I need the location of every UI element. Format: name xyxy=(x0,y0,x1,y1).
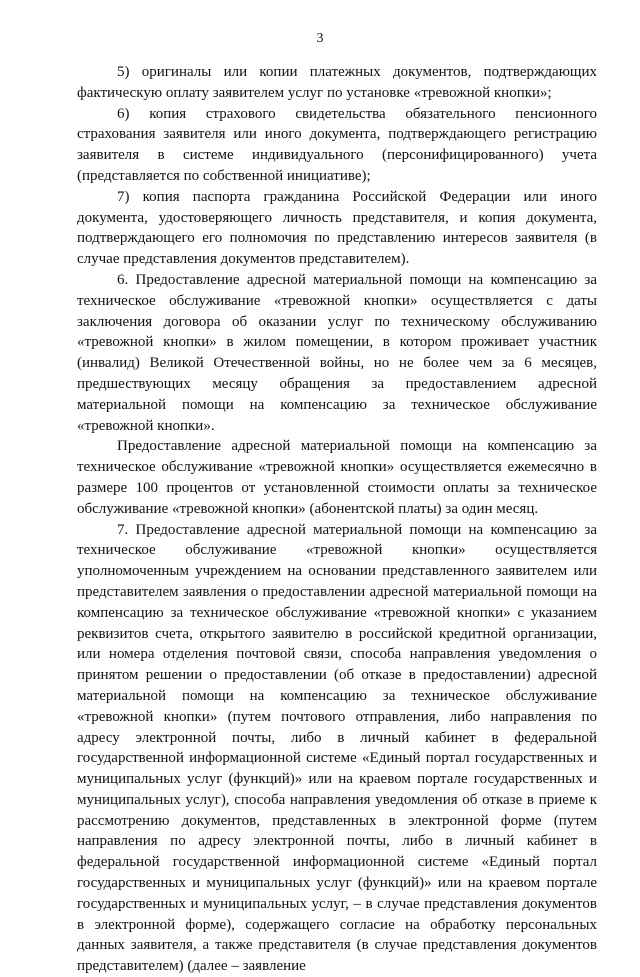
paragraph-section-6-continued: Предоставление адресной материальной помощи на компенсацию за техническое обслуживание «тревожной кнопки» осуществляется ежемесячно в размере 100 процентов от установленной стоимости оплаты за техническое обслуживание «тревожной кнопки» (абонентской платы) за один месяц. xyxy=(77,438,597,517)
paragraph-section-6: 6. Предоставление адресной материальной помощи на компенсацию за техническое обслуживание «тревожной кнопки» осуществляется с даты заключения договора об оказании услуг по техническому обслуживанию «тревожной кнопки» в жилом помещении, в котором проживает участник (инвалид) Великой Отечественной войны, но не более чем за 6 месяцев, предшествующих месяцу обращения за предоставлением адресной материальной помощи на компенсацию за техническое обслуживание «тревожной кнопки». xyxy=(77,271,597,434)
paragraph-section-7: 7. Предоставление адресной материальной помощи на компенсацию за техническое обслуживание «тревожной кнопки» осуществляется уполномоченным учреждением на основании представленного заявителем или представителем заявления о предоставлении адресной материальной помощи на компенсацию за техническое обслуживание «тревожной кнопки» с указанием реквизитов счета, открытого заявителю в российской кредитной организации, или номера отделения почтовой связи, способа направления уведомления о принятом решении о предоставлении (об отказе в предоставлении) адресной материальной помощи на компенсацию за техническое обслуживание «тревожной кнопки» (путем почтового отправления, либо направления по адресу электронной почты, либо в личный кабинет в федеральной государственной информационной системе «Единый портал государственных и муниципальных услуг (функций)» или на краевом портале государственных и муниципальных услуг), способа направления уведомления об отказе в приеме к рассмотрению документов, представленных в электронной форме (путем направления по адресу электронной почты, либо в личный кабинет в федеральной государственной информационной системе «Единый портал государственных и муниципальных услуг (функций)» или на краевом портале государственных и муниципальных услуг, – в случае представления документов в электронной форме), содержащего согласие на обработку персональных данных заявителя, а также представителя (в случае представления документов представителем) (далее – заявление xyxy=(77,521,597,975)
paragraph-item-5: 5) оригиналы или копии платежных документов, подтверждающих фактическую оплату заявителем услуг по установке «тревожной кнопки»; xyxy=(77,64,597,101)
document-body xyxy=(77,62,597,977)
paragraph-item-7: 7) копия паспорта гражданина Российской Федерации или иного документа, удостоверяющего личность представителя, и копия документа, подтверждающего его полномочия по представлению интересов заявителя (в случае представления документов представителем). xyxy=(77,188,597,268)
page-number: 3 xyxy=(316,31,324,46)
paragraph-item-6: 6) копия страхового свидетельства обязательного пенсионного страхования заявителя или иного документа, подтверждающего регистрацию заявителя в системе индивидуального (персонифицированного) учета (представляется по собственной инициативе); xyxy=(77,105,597,184)
